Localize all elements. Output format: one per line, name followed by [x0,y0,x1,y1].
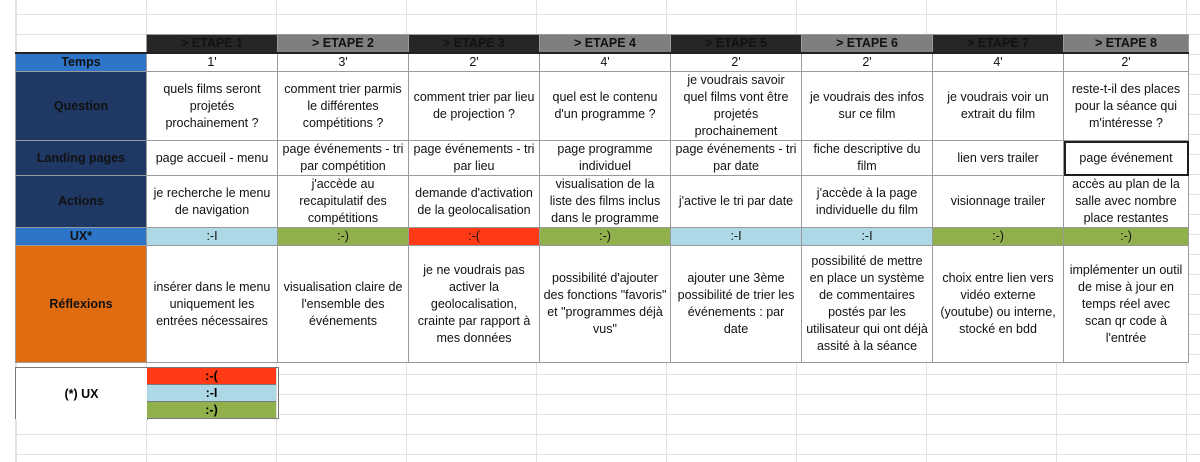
stage-header[interactable]: > ETAPE 1 [147,35,278,54]
ux-row [16,228,1189,246]
question-cell[interactable]: je voudrais voir un extrait du film [933,72,1064,141]
temps-cell[interactable]: 3' [278,53,409,72]
ux-cell[interactable]: :-I [671,228,802,246]
question-cell[interactable]: comment trier parmis le différentes compétitions ? [278,72,409,141]
temps-cell[interactable]: 4' [933,53,1064,72]
question-row [16,72,1189,141]
stage-header[interactable]: > ETAPE 8 [1064,35,1189,54]
reflexions-cell[interactable]: possibilité d'ajouter des fonctions "favoris" et "programmes déjà vus" [540,246,671,363]
question-cell[interactable]: quel est le contenu d'un programme ? [540,72,671,141]
stage-header-row [16,35,1189,54]
row-header-reflexions[interactable]: Réflexions [16,246,147,363]
temps-cell[interactable]: 4' [540,53,671,72]
reflexions-cell[interactable]: possibilité de mettre en place un système de commentaires postés par les utilisateur qui ont déjà assité à la séance [802,246,933,363]
corner-cell[interactable] [16,35,147,54]
reflexions-cell[interactable]: choix entre lien vers vidéo externe (youtube) ou interne, stocké en bdd [933,246,1064,363]
row-header-question[interactable]: Question [16,72,147,141]
stage-header[interactable]: > ETAPE 2 [278,35,409,54]
stage-header[interactable]: > ETAPE 6 [802,35,933,54]
legend-label[interactable]: (*) UX [16,368,148,420]
actions-cell[interactable]: j'accède au recapitulatif des compétitions [278,176,409,228]
legend-neutral[interactable]: :-I [147,385,276,402]
ux-cell[interactable]: :-) [933,228,1064,246]
reflexions-cell[interactable]: ajouter une 3ème possibilité de trier les événements : par date [671,246,802,363]
ux-cell[interactable]: :-( [409,228,540,246]
question-cell[interactable]: quels films seront projetés prochainement ? [147,72,278,141]
reflexions-cell[interactable]: implémenter un outil de mise à jour en temps réel avec scan qr code à l'entrée [1064,246,1189,363]
question-cell[interactable]: comment trier par lieu de projection ? [409,72,540,141]
reflexions-cell[interactable]: visualisation claire de l'ensemble des événements [278,246,409,363]
temps-cell[interactable]: 2' [802,53,933,72]
reflexions-cell[interactable]: insérer dans le menu uniquement les entrées nécessaires [147,246,278,363]
actions-cell[interactable]: je recherche le menu de navigation [147,176,278,228]
stage-header[interactable]: > ETAPE 4 [540,35,671,54]
actions-row [16,176,1189,228]
landing-cell[interactable]: lien vers trailer [933,141,1064,176]
row-header-ux[interactable]: UX* [16,228,147,246]
actions-cell[interactable]: j'accède à la page individuelle du film [802,176,933,228]
ux-cell[interactable]: :-I [147,228,278,246]
ux-cell[interactable]: :-) [1064,228,1189,246]
temps-cell[interactable]: 2' [1064,53,1189,72]
temps-cell[interactable]: 1' [147,53,278,72]
landing-cell[interactable]: page événements - tri par compétition [278,141,409,176]
actions-cell[interactable]: accès au plan de la salle avec nombre place restantes [1064,176,1189,228]
stage-header[interactable]: > ETAPE 3 [409,35,540,54]
ux-cell[interactable]: :-) [278,228,409,246]
row-header-actions[interactable]: Actions [16,176,147,228]
ux-cell[interactable]: :-) [540,228,671,246]
legend-good[interactable]: :-) [147,402,276,418]
landing-row [16,141,1189,176]
landing-cell-selected[interactable]: page événement [1064,141,1189,176]
temps-row [16,53,1189,72]
question-cell[interactable]: reste-t-il des places pour la séance qui m'intéresse ? [1064,72,1189,141]
temps-cell[interactable]: 2' [409,53,540,72]
question-cell[interactable]: je voudrais savoir quel films vont être projetés prochainement [671,72,802,141]
row-header-temps[interactable]: Temps [16,53,147,72]
stage-header[interactable]: > ETAPE 7 [933,35,1064,54]
actions-cell[interactable]: visionnage trailer [933,176,1064,228]
row-number-gutter [0,0,16,462]
landing-cell[interactable]: page accueil - menu [147,141,278,176]
temps-cell[interactable]: 2' [671,53,802,72]
legend-bad[interactable]: :-( [147,368,276,385]
landing-cell[interactable]: page événements - tri par lieu [409,141,540,176]
reflexions-cell[interactable]: je ne voudrais pas activer la geolocalisation, crainte par rapport à mes données [409,246,540,363]
landing-cell[interactable]: fiche descriptive du film [802,141,933,176]
question-cell[interactable]: je voudrais des infos sur ce film [802,72,933,141]
user-journey-table [15,34,1189,363]
ux-legend [15,367,279,419]
actions-cell[interactable]: j'active le tri par date [671,176,802,228]
landing-cell[interactable]: page événements - tri par date [671,141,802,176]
reflexions-row [16,246,1189,363]
row-header-landing[interactable]: Landing pages [16,141,147,176]
actions-cell[interactable]: visualisation de la liste des films inclus dans le programme [540,176,671,228]
landing-cell[interactable]: page programme individuel [540,141,671,176]
stage-header[interactable]: > ETAPE 5 [671,35,802,54]
actions-cell[interactable]: demande d'activation de la geolocalisation [409,176,540,228]
ux-cell[interactable]: :-I [802,228,933,246]
